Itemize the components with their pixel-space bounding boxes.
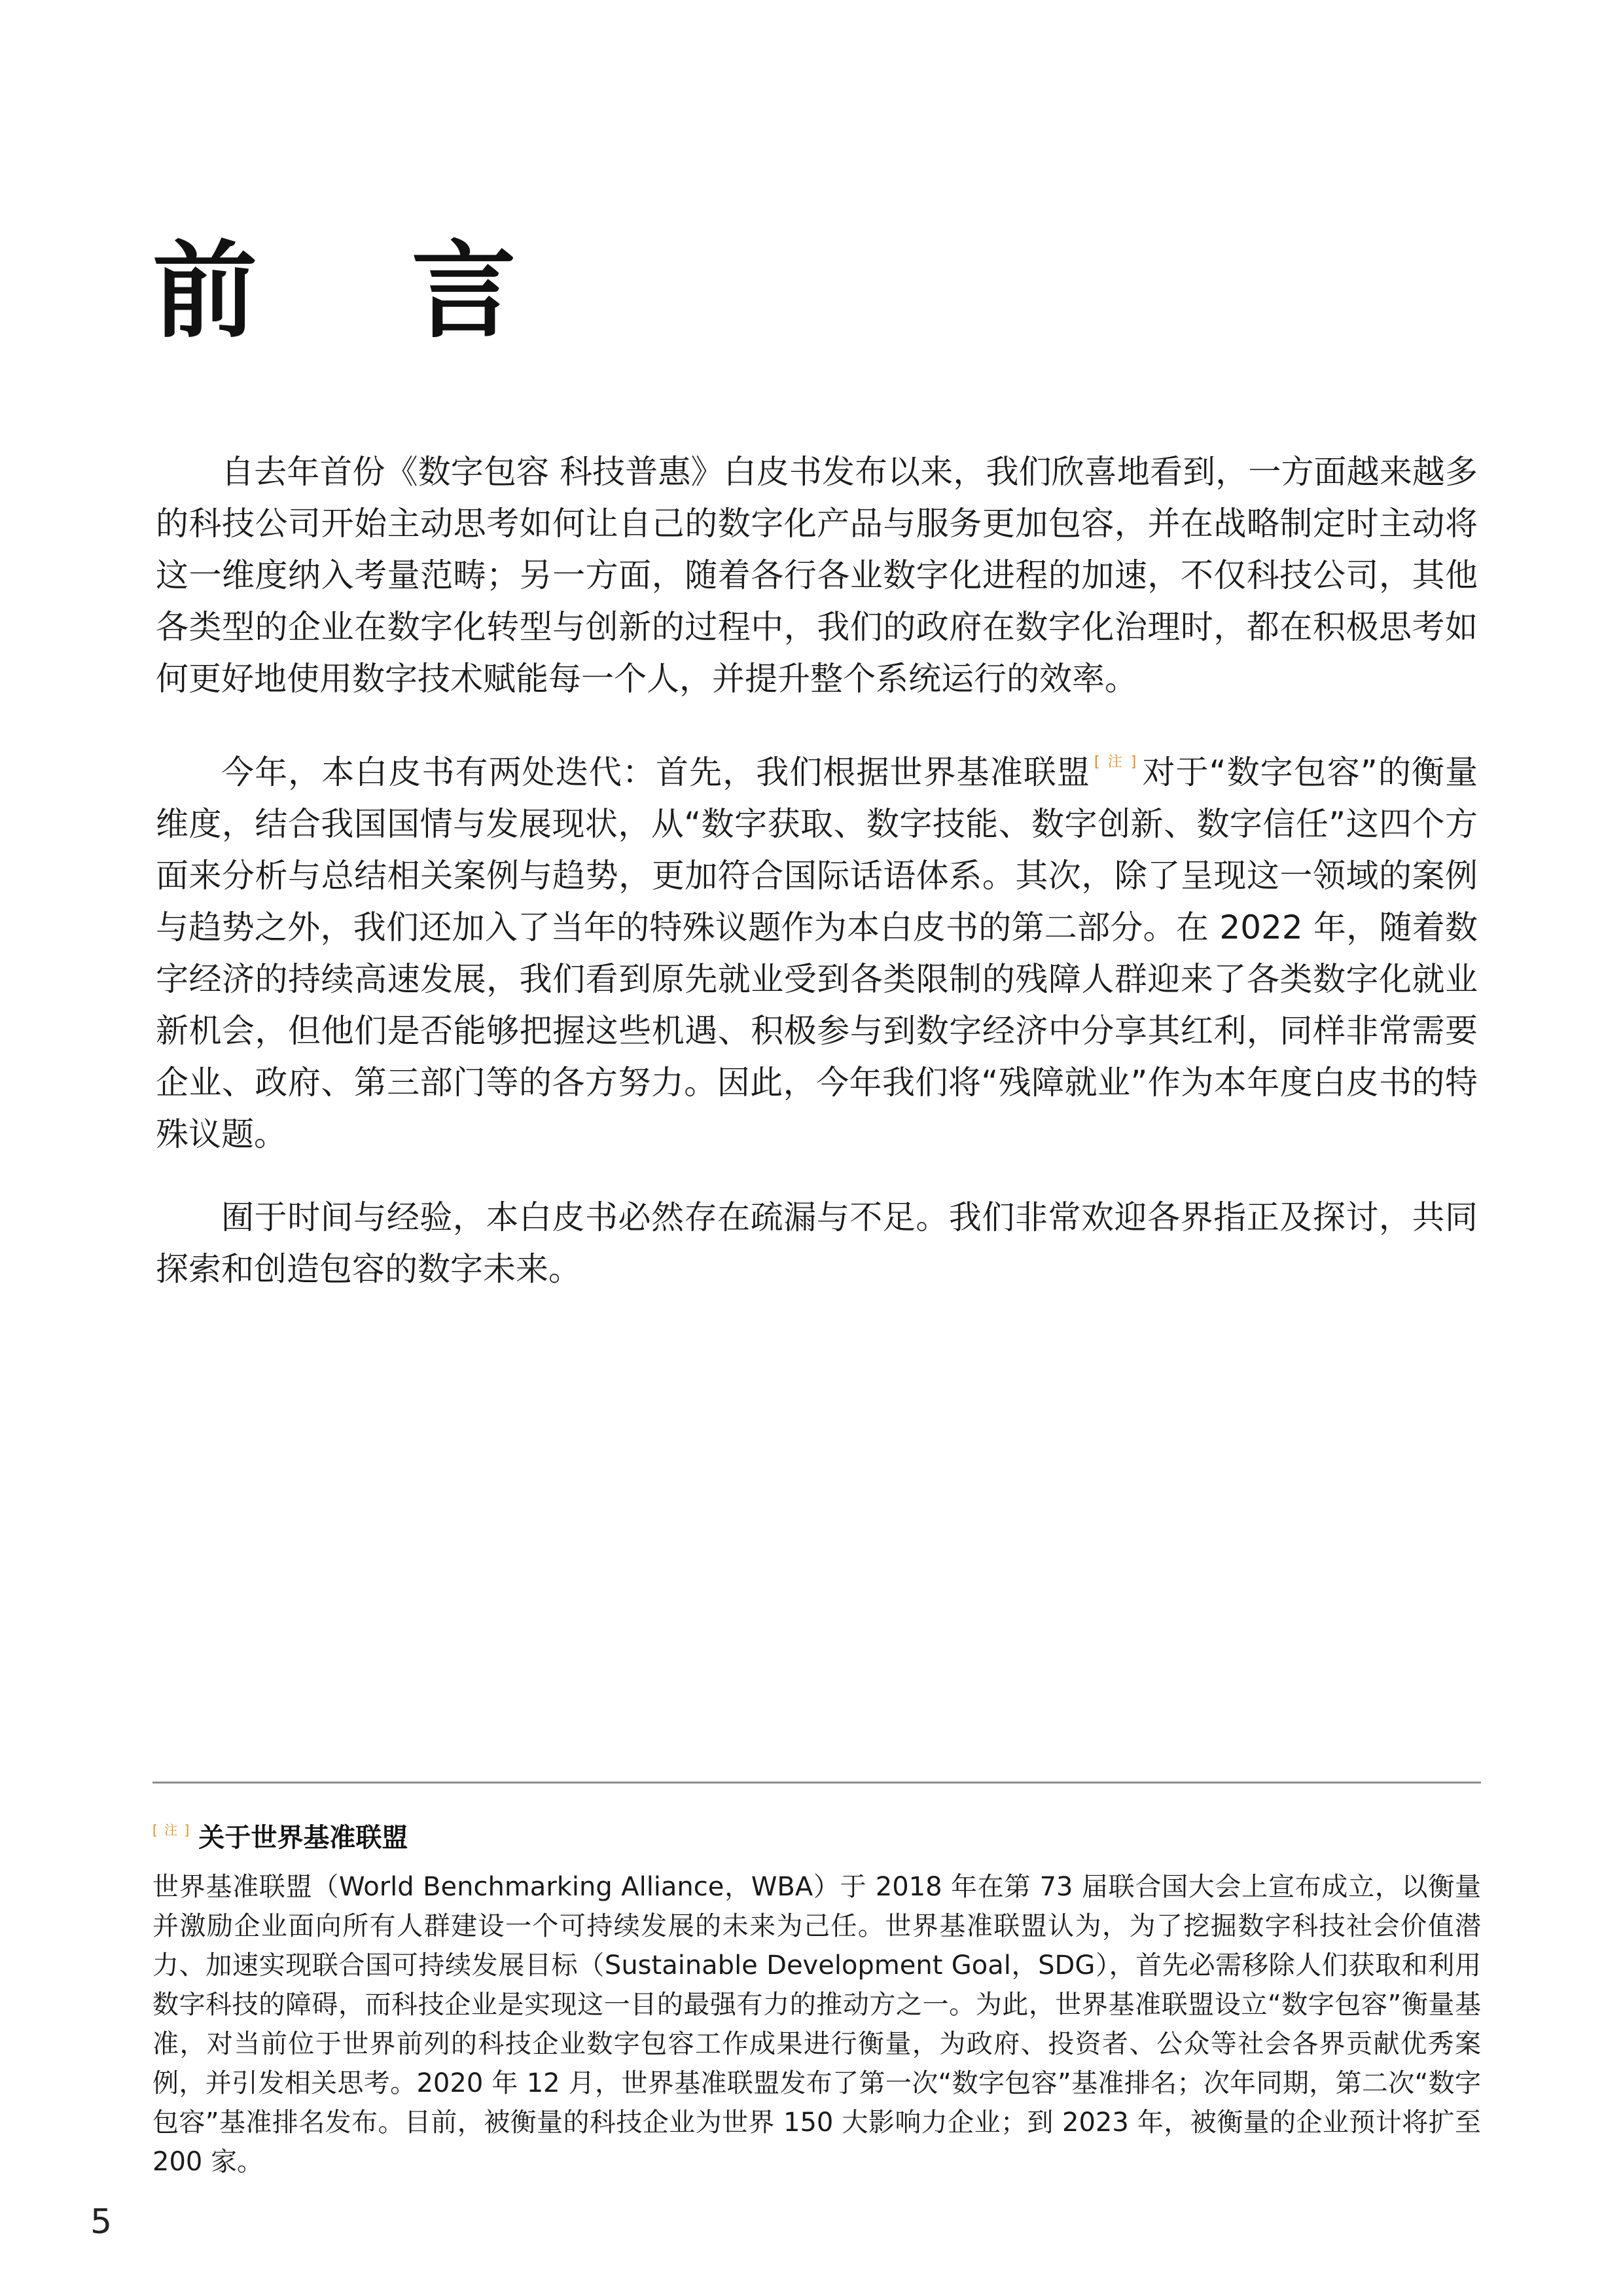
paragraph-2-text-before: 今年，本白皮书有两处迭代：首先，我们根据世界基准联盟 (221, 753, 1090, 791)
footnote-divider (152, 1782, 1481, 1784)
preface-body (156, 446, 1478, 1327)
paragraph-3-text: 囿于时间与经验，本白皮书必然存在疏漏与不足。我们非常欢迎各界指正及探讨，共同探索和创造包容的数字未来。 (156, 1198, 1478, 1288)
footnote-body: 世界基准联盟（World Benchmarking Alliance，WBA）于 2018 年在第 73 届联合国大会上宣布成立，以衡量并激励企业面向所有人群建设一个可持续发展的未来为己任。世界基准联盟认为，为了挖掘数字科技社会价值潜力、加速实现联合国可持续发展目标（Sustainable Development Goal，SDG），首先必需移除人们获取和利用数字科技的障碍，而科技企业是实现这一目的最强有力的推动方之一。为此，世界基准联盟设立“数字包容”衡量基准，对当前位于世界前列的科技企业数字包容工作成果进行衡量，为政府、投资者、公众等社会各界贡献优秀案例，并引发相关思考。2020 年 12 月，世界基准联盟发布了第一次“数字包容”基准排名；次年同期，第二次“数字包容”基准排名发布。目前，被衡量的科技企业为世界 150 大影响力企业；到 2023 年，被衡量的企业预计将扩至 200 家。 (152, 1872, 1481, 2177)
footnote-heading (152, 1817, 408, 1854)
paragraph-3 (156, 1192, 1478, 1295)
footnote-heading-text: 关于世界基准联盟 (198, 1823, 408, 1853)
paragraph-2 (156, 736, 1478, 1160)
page-number: 5 (90, 2202, 113, 2242)
paragraph-1 (156, 446, 1478, 705)
footnote-reference-mark: [ 注 ] (1094, 754, 1138, 770)
paragraph-2-text-after: 对于“数字包容”的衡量维度，结合我国国情与发展现状，从“数字获取、数字技能、数字创新、数字信任”这四个方面来分析与总结相关案例与趋势，更加符合国际话语体系。其次，除了呈现这一领域的案例与趋势之外，我们还加入了当年的特殊议题作为本白皮书的第二部分。在 2022 年，随着数字经济的持续高速发展，我们看到原先就业受到各类限制的残障人群迎来了各类数字化就业新机会，但他们是否能够把握这些机遇、积极参与到数字经济中分享其红利，同样非常需要企业、政府、第三部门等的各方努力。因此，今年我们将“残障就业”作为本年度白皮书的特殊议题。 (156, 753, 1478, 1153)
footnote-mark: [ 注 ] (152, 1822, 191, 1838)
page-title: 前 言 (152, 230, 575, 352)
paragraph-1-text: 自去年首份《数字包容 科技普惠》白皮书发布以来，我们欣喜地看到，一方面越来越多的科技公司开始主动思考如何让自己的数字化产品与服务更加包容，并在战略制定时主动将这一维度纳入考量范畴；另一方面，随着各行各业数字化进程的加速，不仅科技公司，其他各类型的企业在数字化转型与创新的过程中，我们的政府在数字化治理时，都在积极思考如何更好地使用数字技术赋能每一个人，并提升整个系统运行的效率。 (156, 453, 1478, 698)
